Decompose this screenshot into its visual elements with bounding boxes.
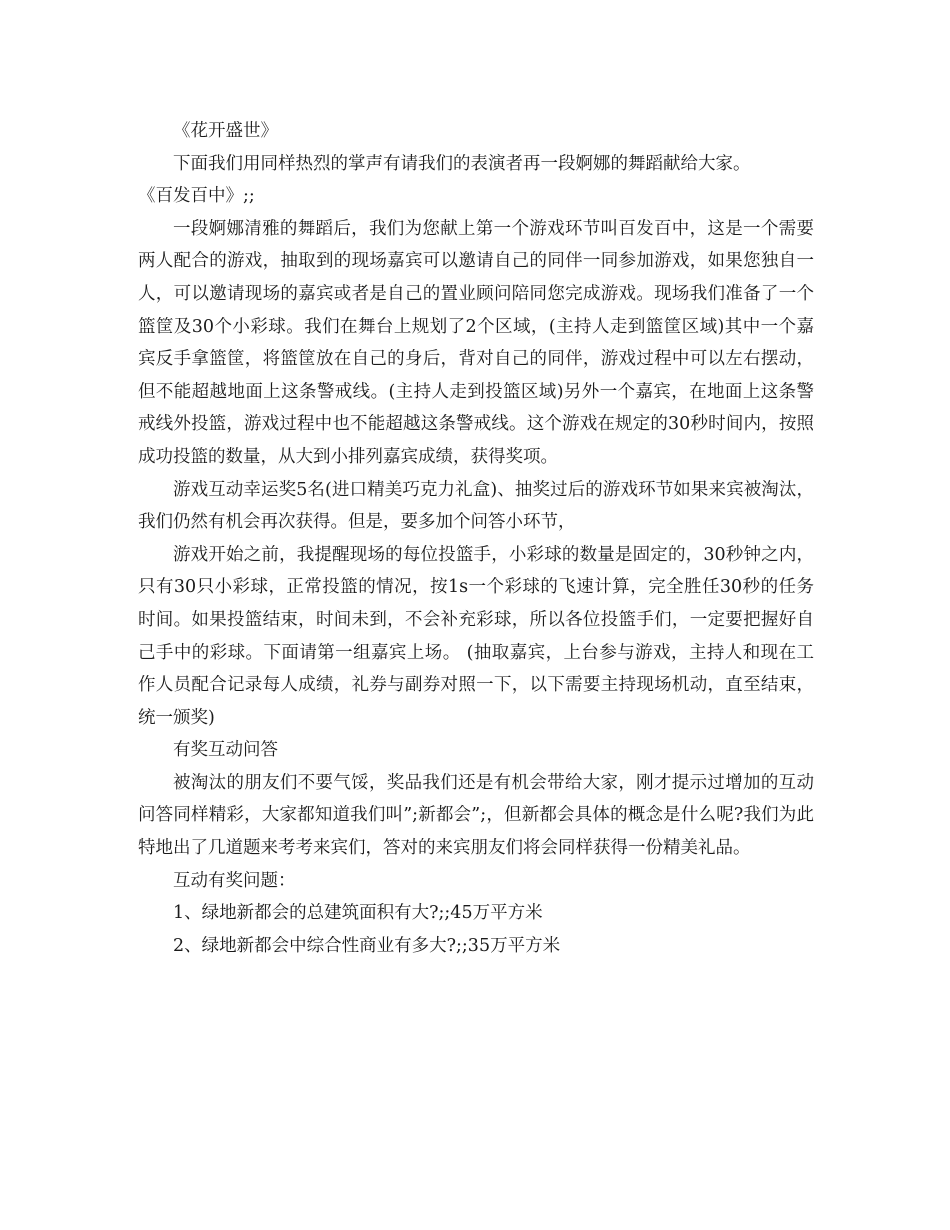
paragraph-game-reminder: 游戏开始之前，我提醒现场的每位投篮手，小彩球的数量是固定的，30秒钟之内，只有30只小彩球，正常投篮的情况，按1s一个彩球的飞速计算，完全胜任30秒的任务时间。如果投篮结束，时间未到，不会补充彩球，所以各位投篮手们，一定要把握好自己手中的彩球。下面请第一组嘉宾上场。 (抽取嘉宾，上台参与游戏，主持人和现在工作人员配合记录每人成绩，礼券与副券对照一下，以下需要主持现场机动，直至结束，统一颁奖) — [138, 544, 814, 728]
paragraph-title-huakai: 《花开盛世》 — [173, 121, 278, 141]
paragraph-game-rules: 一段婀娜清雅的舞蹈后，我们为您献上第一个游戏环节叫百发百中，这是一个需要两人配合的游戏，抽取到的现场嘉宾可以邀请自己的同伴一同参加游戏，如果您独自一人，可以邀请现场的嘉宾或者是自己的置业顾问陪同您完成游戏。现场我们准备了一个篮筐及30个小彩球。我们在舞台上规划了2个区域，(主持人走到篮筐区域)其中一个嘉宾反手拿篮筐，将篮筐放在自己的身后，背对自己的同伴，游戏过程中可以左右摆动，但不能超越地面上这条警戒线。(主持人走到投篮区域)另外一个嘉宾，在地面上这条警戒线外投篮，游戏过程中也不能超越这条警戒线。这个游戏在规定的30秒时间内，按照成功投篮的数量，从大到小排列嘉宾成绩，获得奖项。 — [138, 218, 814, 467]
paragraph-question-2: 2、绿地新都会中综合性商业有多大?;;35万平方米 — [173, 935, 561, 956]
paragraph-title-baifa: 《百发百中》;; — [138, 186, 255, 207]
paragraph-question-1: 1、绿地新都会的总建筑面积有大?;;45万平方米 — [173, 903, 543, 924]
paragraph-qa-intro: 被淘汰的朋友们不要气馁，奖品我们还是有机会带给大家，刚才提示过增加的互动问答同样精彩，大家都知道我们叫”;新都会”;，但新都会具体的概念是什么呢?我们为此特地出了几道题来考考来宾们，答对的来宾朋友们将会同样获得一份精美礼品。 — [138, 772, 814, 859]
paragraph-intro-dance: 下面我们用同样热烈的掌声有请我们的表演者再一段婀娜的舞蹈献给大家。 — [173, 153, 751, 174]
paragraph-lucky-prize: 游戏互动幸运奖5名(进口精美巧克力礼盒)、抽奖过后的游戏环节如果来宾被淘汰，我们仍然有机会再次获得。但是，要多加个问答小环节， — [138, 479, 814, 533]
paragraph-questions-heading: 互动有奖问题： — [173, 870, 296, 891]
document-body — [138, 115, 814, 962]
paragraph-heading-qa: 有奖互动问答 — [173, 740, 278, 761]
